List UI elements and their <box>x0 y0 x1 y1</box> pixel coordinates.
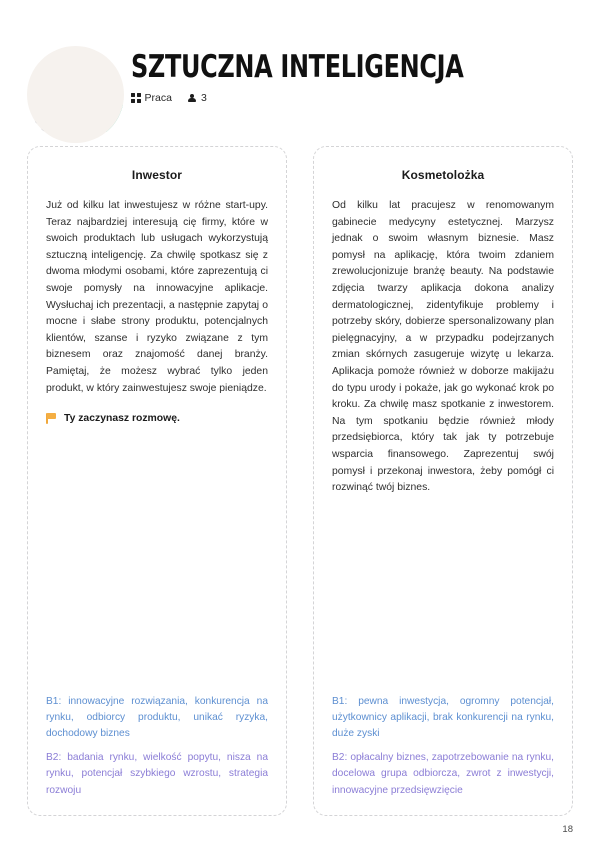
meta-item-category <box>131 92 172 104</box>
keyword-line-b1: B1: innowacyjne rozwiązania, konkurencja na rynku, odbiorcy produktu, unikać ryzyka, dochodowy biznes <box>46 695 268 740</box>
meta-category-label: Praca <box>144 92 172 104</box>
illustration-background-circle <box>27 46 124 143</box>
role-card-investor <box>27 146 287 816</box>
header-meta-row <box>131 92 518 104</box>
keyword-line-b1: B1: pewna inwestycja, ogromny potencjał, użytkownicy aplikacji, brak konkurencji na rynku, duże zyski <box>332 695 554 740</box>
card-body-text: Już od kilku lat inwestujesz w różne start-upy. Teraz najbardziej interesują cię firmy, które w swoich produktach lub usługach wykorzystują sztuczną inteligencję. Za chwilę spotkasz się z dwoma młodymi osobami, które zaprezentują ci swoje pomysły na innowacyjne aplikacje. Wysłuchaj ich prezentacji, a następnie zapytaj o mocne i słabe strony produktu, potencjalnych klientów, szanse i ryzyko związane z tym biznesem oraz znajomość danej branży. Pamiętaj, że możesz wybrać tylko jeden produkt, w który zainwestujesz swoje pieniądze. <box>46 200 268 394</box>
header-illustration <box>27 46 124 143</box>
grid-icon <box>131 93 141 103</box>
card-title: Inwestor <box>131 168 183 182</box>
page-number: 18 <box>562 824 573 835</box>
card-note <box>46 411 268 426</box>
meta-item-participants <box>187 92 207 104</box>
page-header <box>0 22 600 132</box>
keyword-line-b2: B2: badania rynku, wielkość popytu, nisza na rynku, potencjał szybkiego wzrostu, strategia rozwoju <box>46 751 268 796</box>
card-title: Kosmetolożka <box>401 168 485 182</box>
header-text-block <box>131 50 518 104</box>
flag-icon <box>46 412 57 424</box>
card-spacer <box>332 497 554 694</box>
card-body-text: Od kilku lat pracujesz w renomowanym gabinecie medycyny estetycznej. Marzysz jednak o swoim własnym biznesie. Masz pomysł na aplikację, która twoim zdaniem zrewolucjonizuje branżę beauty. Na podstawie zdjęcia twarzy aplikacja dokona analizy dermatologicznej, zidentyfikuje problemy i potrzeby skóry, dobierze spersonalizowany plan pielęgnacyjny, a w przypadku podejrzanych zmian skórnych zasugeruje wizytę u lekarza. Aplikacja pomoże również w doborze makijażu do typu urody i pokaże, jak go wykonać krok po kroku. Za chwilę masz spotkanie z inwestorem. Na tym spotkaniu będzie również młody przedsiębiorca, który tak jak ty potrzebuje wsparcia finansowego. Zaprezentuj swój pomysł i przekonaj inwestora, żeby pomógł ci rozwinąć twój biznes. <box>332 200 554 494</box>
keyword-line-b2: B2: opłacalny biznes, zapotrzebowanie na rynku, docelowa grupa odbiorcza, zwrot z inwestycji, innowacyjne przedsięwzięcie <box>332 751 554 796</box>
card-note-label: Ty zaczynasz rozmowę. <box>64 413 180 425</box>
card-keywords <box>332 694 554 799</box>
person-icon <box>187 93 197 103</box>
page-title: SZTUCZNA INTELIGENCJA <box>131 49 464 85</box>
role-card-cosmetologist <box>313 146 573 816</box>
role-cards-container <box>27 146 573 816</box>
card-keywords <box>46 694 268 799</box>
meta-participants-count: 3 <box>200 92 207 104</box>
card-spacer <box>46 426 268 693</box>
